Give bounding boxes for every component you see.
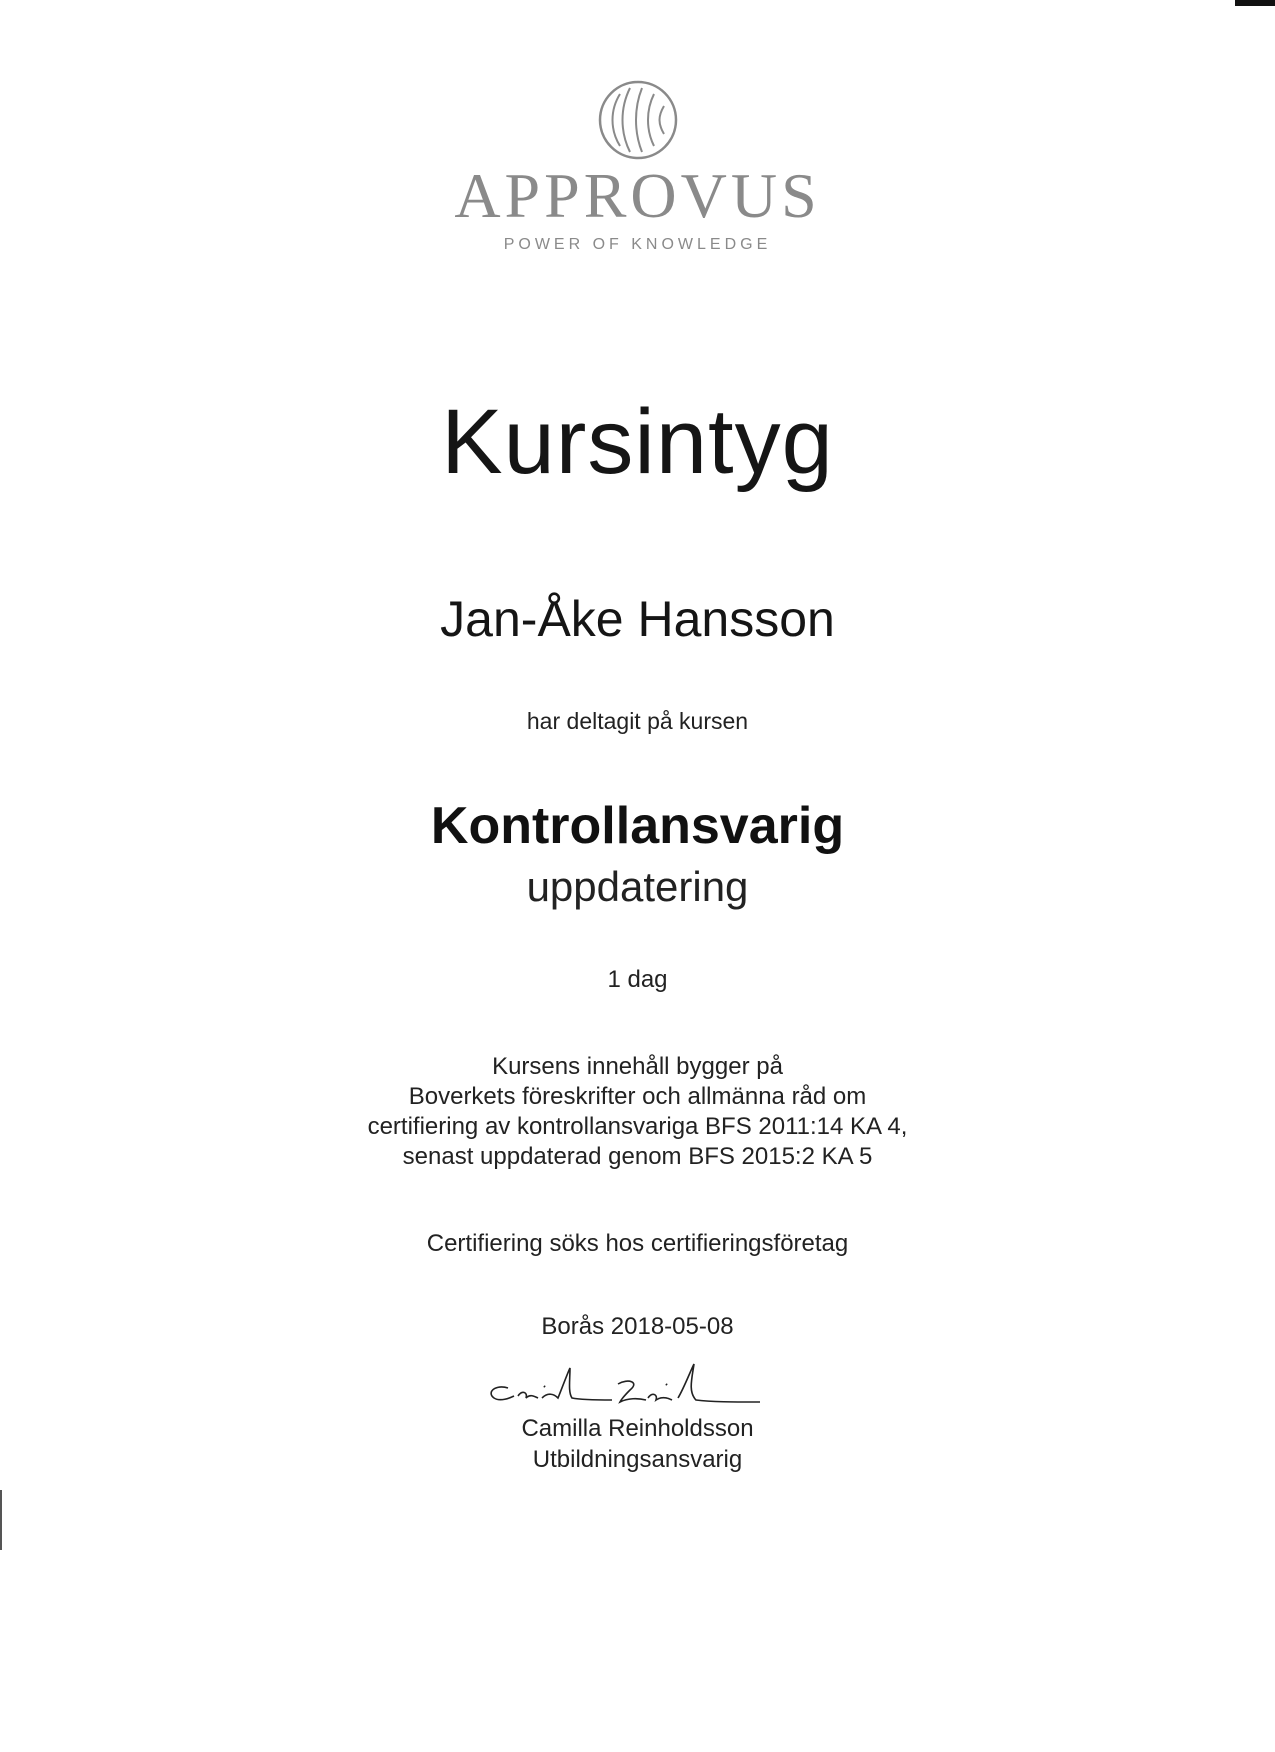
scan-edge-mark — [0, 1490, 2, 1550]
handwritten-signature — [478, 1358, 768, 1418]
course-duration: 1 dag — [607, 966, 668, 993]
participation-text: har deltagit på kursen — [526, 708, 749, 734]
certification-note: Certifiering söks hos certifieringsföretag — [426, 1230, 849, 1257]
brand-tagline: POWER OF KNOWLEDGE — [503, 236, 772, 253]
place-and-date: Borås 2018-05-08 — [541, 1313, 734, 1340]
course-basis — [0, 1052, 1275, 1172]
signatory-name: Camilla Reinholdsson — [521, 1415, 754, 1442]
course-basis-line: senast uppdaterad genom BFS 2015:2 KA 5 — [402, 1143, 873, 1170]
approvus-emblem-icon — [596, 78, 680, 162]
course-basis-line: Boverkets föreskrifter och allmänna råd om — [408, 1083, 867, 1110]
scan-edge-mark — [1235, 0, 1275, 6]
brand-name: APPROVUS — [454, 160, 821, 231]
approvus-logo — [0, 78, 1275, 254]
recipient-name: Jan-Åke Hansson — [440, 591, 835, 647]
course-basis-line: certifiering av kontrollansvariga BFS 2011:14 KA 4, — [367, 1113, 908, 1140]
course-subtitle: uppdatering — [526, 863, 749, 910]
course-name: Kontrollansvarig — [430, 797, 845, 855]
certificate-title: Kursintyg — [441, 391, 834, 493]
course-basis-line: Kursens innehåll bygger på — [492, 1053, 783, 1080]
signatory-title: Utbildningsansvarig — [532, 1446, 743, 1473]
